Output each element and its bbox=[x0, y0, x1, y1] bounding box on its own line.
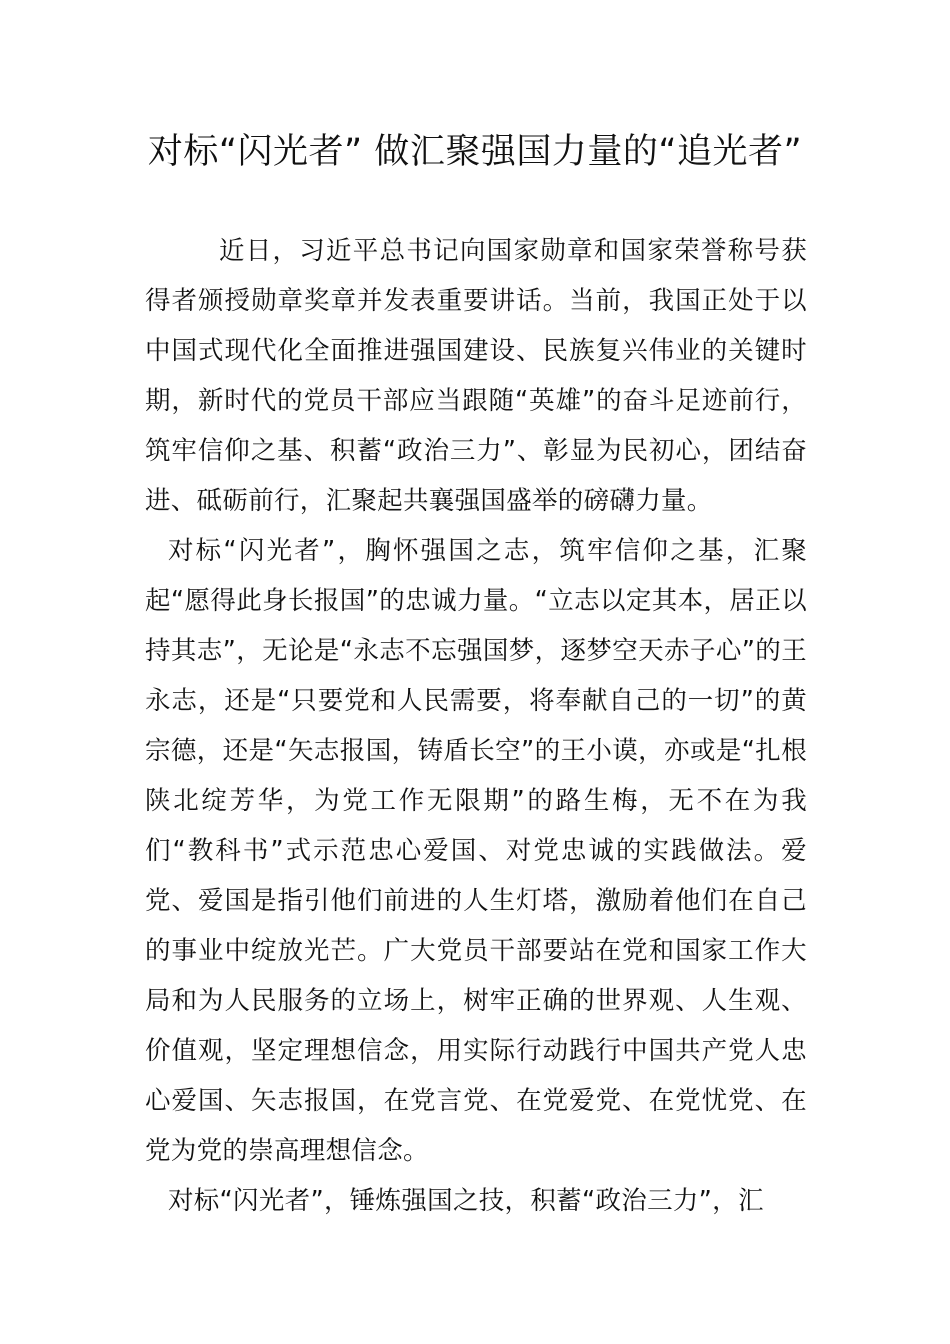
paragraph-2: 对标“闪光者”，胸怀强国之志，筑牢信仰之基，汇聚起“愿得此身长报国”的忠诚力量。“立志以定其本，居正以持其志”，无论是“永志不忘强国梦，逐梦空天赤子心”的王永志，还是“只要党和人民需要，将奉献自己的一切”的黄宗德，还是“矢志报国，铸盾长空”的王小谟，亦或是“扎根陕北绽芳华，为党工作无限期”的路生梅，无不在为我们“教科书”式示范忠心爱国、对党忠诚的实践做法。爱党、爱国是指引他们前进的人生灯塔，激励着他们在自己的事业中绽放光芒。广大党员干部要站在党和国家工作大局和为人民服务的立场上，树牢正确的世界观、人生观、价值观，坚定理想信念，用实际行动践行中国共产党人忠心爱国、矢志报国，在党言党、在党爱党、在党忧党、在党为党的崇高理想信念。 bbox=[145, 536, 807, 1166]
document-title: 对标“闪光者” 做汇聚强国力量的“追光者” bbox=[147, 132, 803, 172]
document-body bbox=[145, 226, 807, 1226]
paragraph-1: 近日，习近平总书记向国家勋章和国家荣誉称号获得者颁授勋章奖章并发表重要讲话。当前，我国正处于以中国式现代化全面推进强国建设、民族复兴伟业的关键时期，新时代的党员干部应当跟随“英雄”的奋斗足迹前行，筑牢信仰之基、积蓄“政治三力”、彰显为民初心，团结奋进、砥砺前行，汇聚起共襄强国盛举的磅礴力量。 bbox=[145, 236, 807, 516]
paragraph-3: 对标“闪光者”，锤炼强国之技，积蓄“政治三力”，汇 bbox=[167, 1186, 764, 1216]
